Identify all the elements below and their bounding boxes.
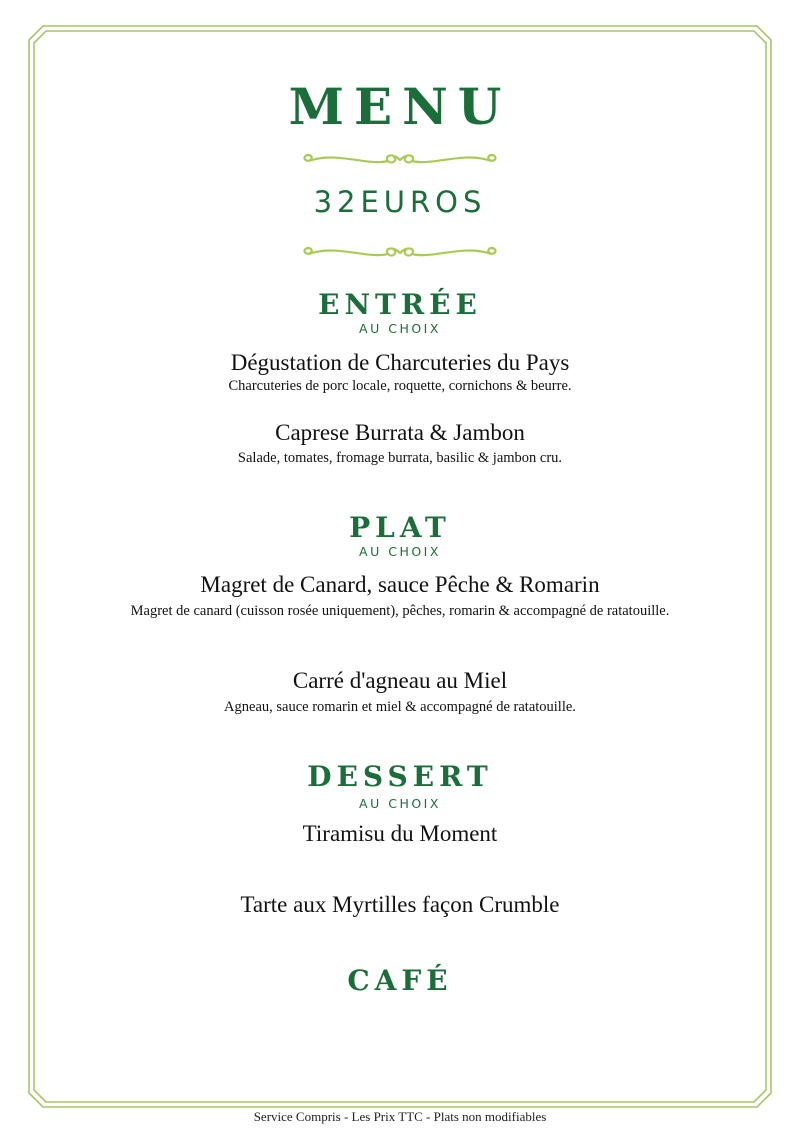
menu-title: MENU bbox=[288, 77, 512, 136]
section-subtitle-dessert: AU CHOIX bbox=[359, 796, 441, 811]
dish-description: Charcuteries de porc locale, roquette, cornichons & beurre. bbox=[228, 378, 572, 394]
dish-name: Caprese Burrata & Jambon bbox=[275, 420, 525, 445]
dish-name: Magret de Canard, sauce Pêche & Romarin bbox=[200, 572, 600, 597]
dish-description: Salade, tomates, fromage burrata, basilic & jambon cru. bbox=[237, 450, 563, 466]
section-subtitle-entree: AU CHOIX bbox=[359, 321, 441, 336]
dish-name: Tiramisu du Moment bbox=[302, 821, 498, 846]
dish-description: Magret de canard (cuisson rosée uniquement), pêches, romarin & accompagné de ratatouille. bbox=[130, 603, 670, 619]
section-title-cafe: CAFÉ bbox=[347, 964, 453, 997]
flourish-divider-bottom bbox=[298, 241, 502, 265]
section-title-plat: PLAT bbox=[349, 511, 451, 544]
flourish-divider-top bbox=[298, 148, 502, 172]
footer-note: Service Compris - Les Prix TTC - Plats non modifiables bbox=[253, 1109, 547, 1124]
menu-price: 32EUROS bbox=[313, 185, 487, 219]
dish-name: Tarte aux Myrtilles façon Crumble bbox=[240, 892, 560, 917]
dish-name: Carré d'agneau au Miel bbox=[292, 668, 508, 693]
dish-description: Agneau, sauce romarin et miel & accompagné de ratatouille. bbox=[224, 699, 576, 715]
section-title-entree: ENTRÉE bbox=[318, 288, 482, 321]
dish-name: Dégustation de Charcuteries du Pays bbox=[230, 350, 570, 375]
section-title-dessert: DESSERT bbox=[307, 760, 493, 793]
section-subtitle-plat: AU CHOIX bbox=[359, 544, 441, 559]
